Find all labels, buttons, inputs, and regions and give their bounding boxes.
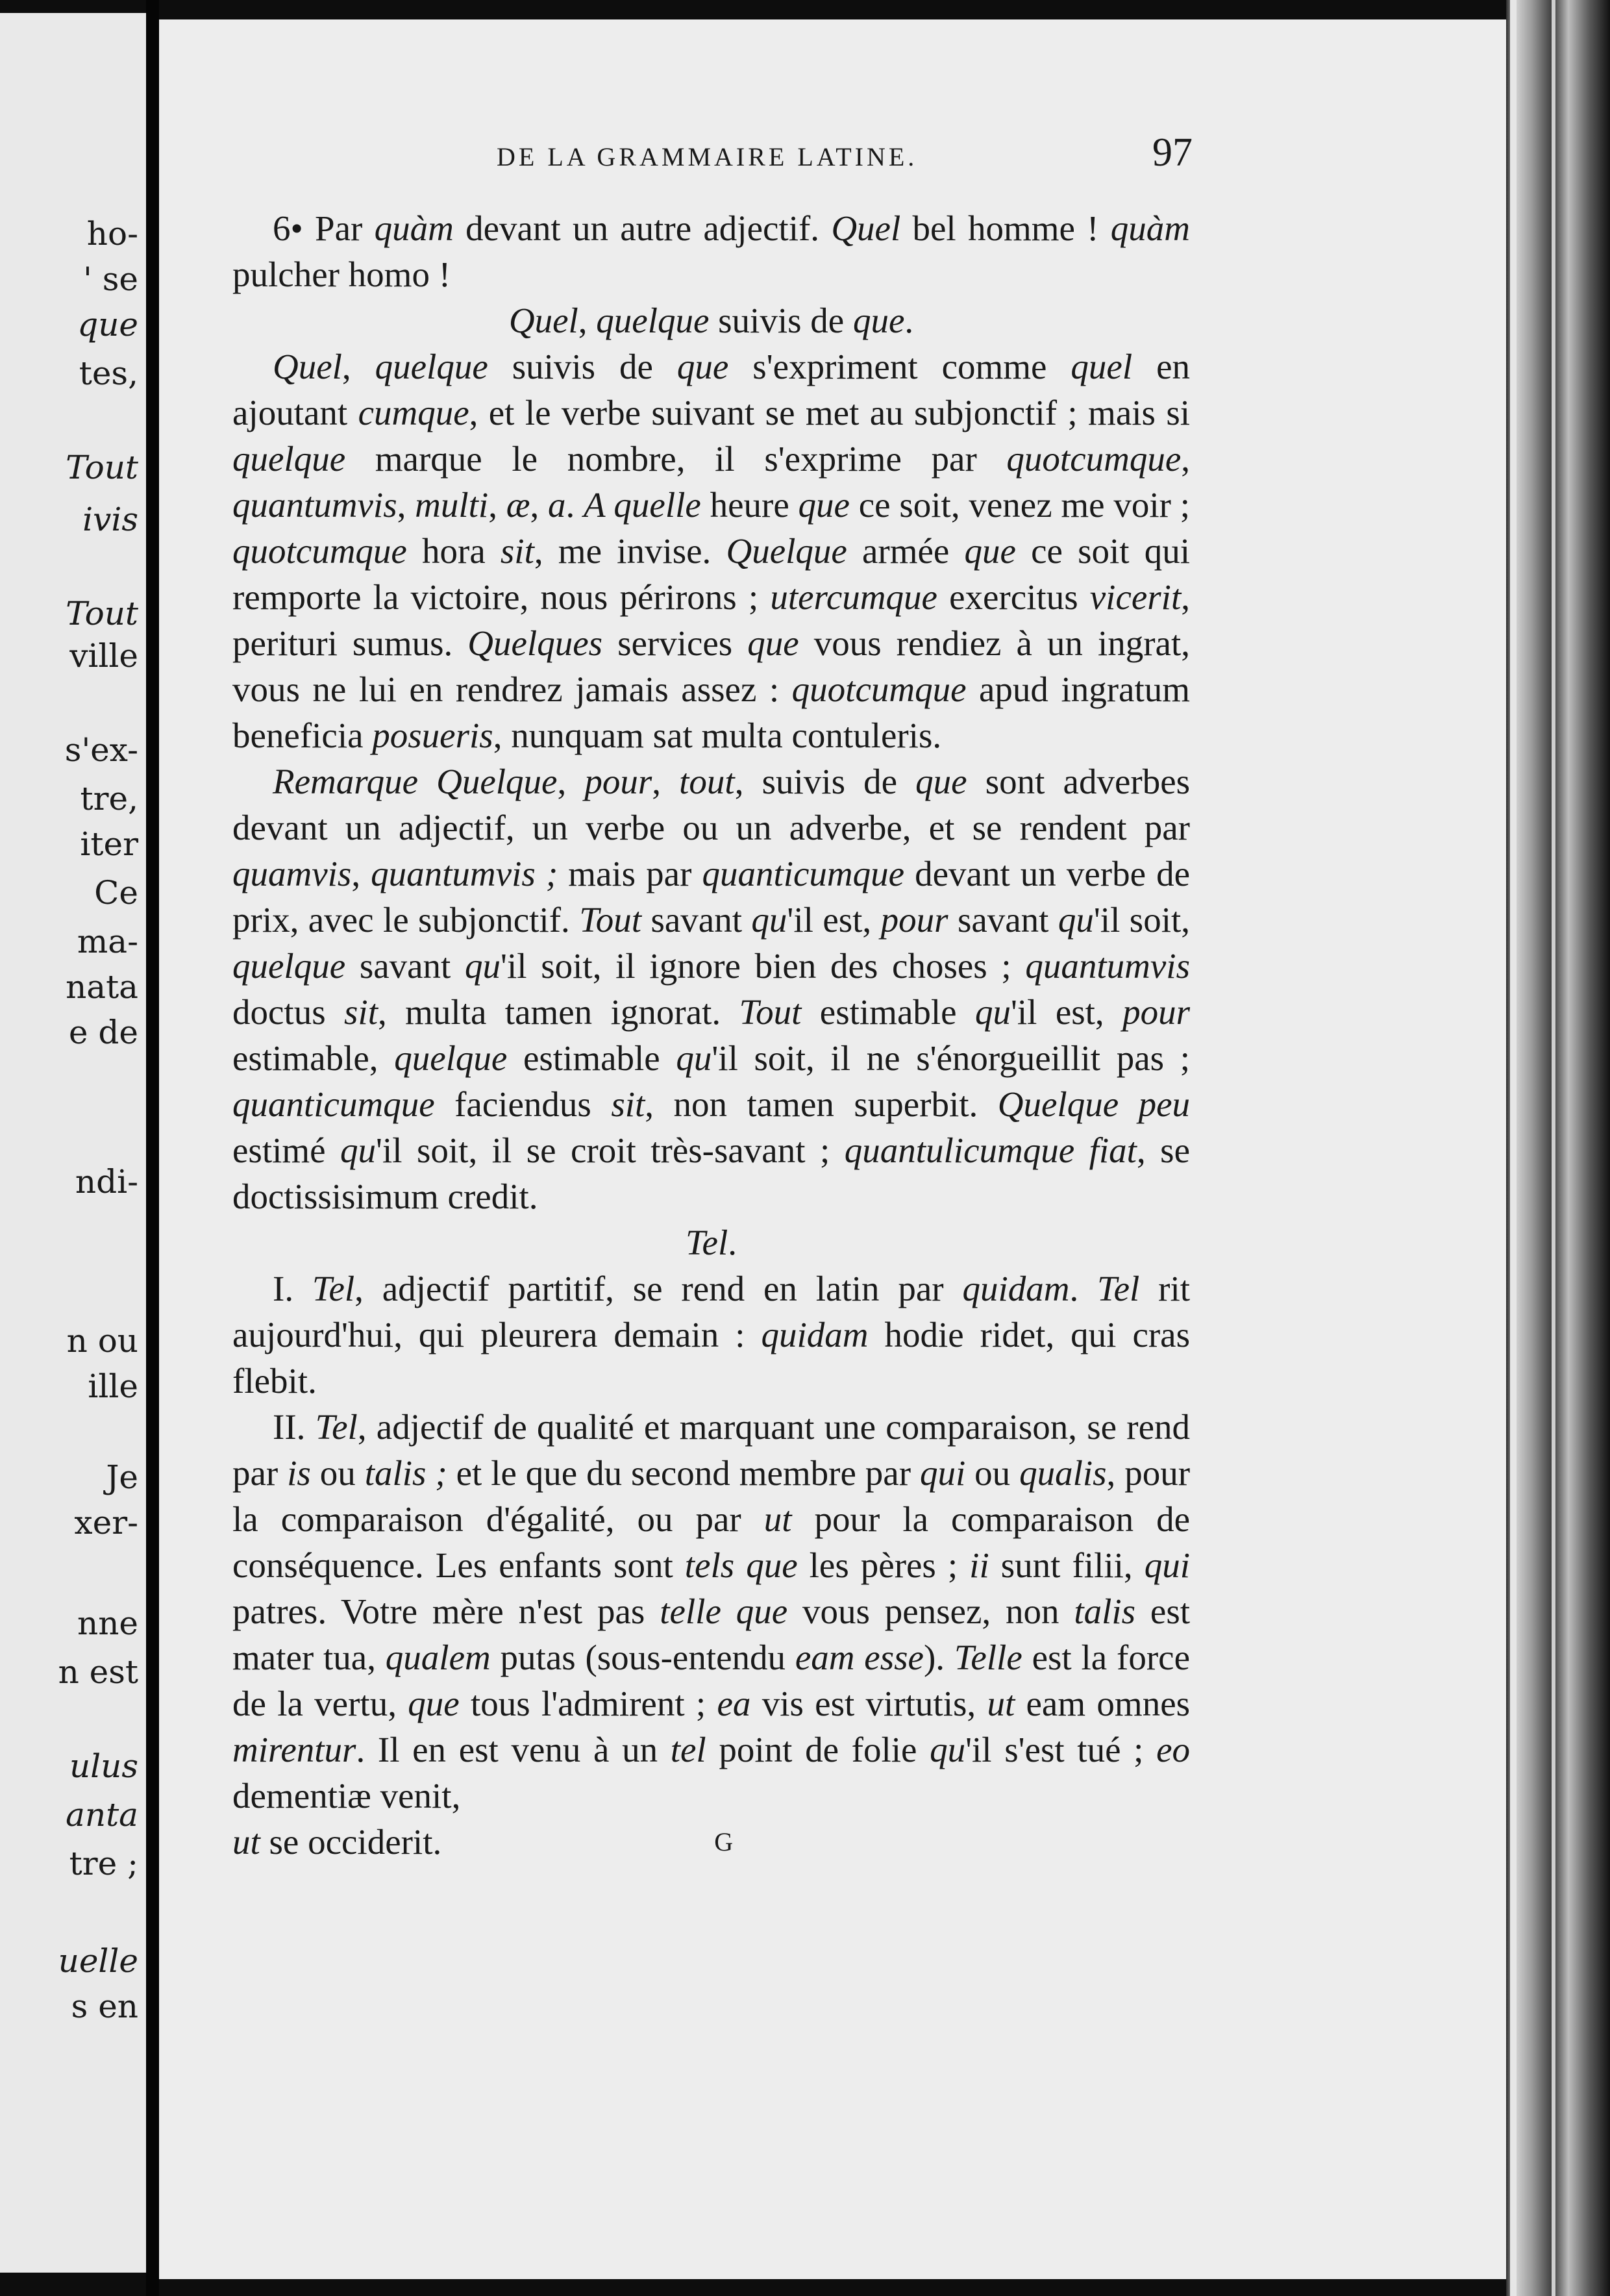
left-page-fragment-line: s'ex- <box>64 731 138 769</box>
left-page-fragment-line: que <box>77 306 138 343</box>
paragraph-tel-2: II. Tel, adjectif de qualité et marquant une comparaison, se rend par is ou talis ; et le que du second membre par qui ou qualis, pour la comparaison d'égalité, ou par ut pour la comparaison de conséquence. Les enfants sont tels que les pères ; ii sunt filii, qui patres. Votre mère n'est pas telle que vous pensez, non talis est mater tua, qualem putas (sous-entendu eam esse). Telle est la force de la vertu, que tous l'admirent ; ea vis est virtutis, ut eam omnes mirentur. Il en est venu à un tel point de folie qu'il s'est tué ; eo dementiæ venit, <box>232 1407 1191 1816</box>
left-page-fragment-line: ma- <box>77 923 138 960</box>
page-number: 97 <box>1152 131 1193 175</box>
last-line-text: ut se occiderit. <box>232 1822 442 1862</box>
left-page-fragment-line: n est <box>58 1653 138 1691</box>
left-page-fragment <box>0 13 146 2273</box>
left-page-fragment-line: ille <box>88 1367 138 1405</box>
left-page-fragment-line: Tout <box>66 449 138 486</box>
left-page-fragment-line: iter <box>80 825 138 863</box>
left-page-fragment-line: s en <box>71 1988 138 2025</box>
last-line <box>232 1819 1190 1865</box>
left-page-fragment-line: ndi- <box>75 1163 138 1201</box>
paragraph-quel: Quel, quelque suivis de que s'expriment comme quel en ajoutant cumque, et le verbe suivant se met au subjonctif ; mais si quelque marque le nombre, il s'exprime par quotcumque, quantumvis, multi, æ, a. A quelle heure que ce soit, venez me voir ; quotcumque hora sit, me invise. Quelque armée que ce soit qui remporte la victoire, nous périrons ; utercumque exercitus vicerit, perituri sumus. Quelques services que vous rendiez à un ingrat, vous ne lui en rendrez jamais assez : quotcumque apud ingratum beneficia posueris, nunquam sat multa contuleris. <box>232 347 1191 755</box>
left-page-fragment-line: anta <box>66 1796 138 1834</box>
left-page-fragment-line: ' se <box>83 260 138 298</box>
paragraph-remarque: Remarque Quelque, pour, tout, suivis de que sont adverbes devant un adjectif, un verbe ou un adverbe, et se rendent par quamvis, quantumvis ; mais par quanticumque devant un verbe de prix, avec le subjonctif. Tout savant qu'il est, pour savant qu'il soit, quelque savant qu'il soit, il ignore bien des choses ; quantumvis doctus sit, multa tamen ignorat. Tout estimable qu'il est, pour estimable, quelque estimable qu'il soit, il ne s'énorgueillit pas ; quanticumque faciendus sit, non tamen superbit. Quelque peu estimé qu'il soit, il se croit très-savant ; quantulicumque fiat, se doctissisimum credit. <box>232 762 1191 1216</box>
signature-mark: G <box>714 1827 734 1856</box>
left-page-fragment-line: ville <box>69 637 138 675</box>
left-page-fragment-line: uelle <box>58 1942 138 1980</box>
book-gutter <box>146 0 159 2296</box>
left-page-fragment-line: Je <box>106 1458 138 1496</box>
left-page-fragment-line: n ou <box>66 1322 138 1360</box>
left-page-fragment-line: e de <box>68 1014 138 1051</box>
left-page-fragment-line: nata <box>66 968 138 1006</box>
paragraph-6: 6• Par quàm devant un autre adjectif. Quel bel homme ! quàm pulcher homo ! <box>232 208 1190 294</box>
left-page-fragment-line: tre ; <box>69 1845 138 1882</box>
body-text <box>232 205 1190 1865</box>
left-page-fragment-line: Ce <box>94 874 138 912</box>
running-head: DE LA GRAMMAIRE LATINE. <box>497 142 918 171</box>
left-page-fragment-line: xer- <box>74 1504 138 1541</box>
left-page-fragment-line: tre, <box>80 780 138 817</box>
left-page-fragment-line: ivis <box>82 501 138 538</box>
left-page-fragment-line: ulus <box>69 1747 138 1785</box>
left-page-fragment-line: ho- <box>86 215 138 253</box>
left-page-fragment-line: nne <box>77 1604 138 1642</box>
book-fore-edge <box>1506 0 1610 2296</box>
section-heading-quel: Quel, quelque suivis de que. <box>508 301 914 340</box>
left-page-fragment-line: Tout <box>66 595 138 632</box>
left-page-fragment-line: tes, <box>79 355 138 392</box>
section-heading-tel: Tel. <box>686 1223 737 1262</box>
paragraph-tel-1: I. Tel, adjectif partitif, se rend en latin par quidam. Tel rit aujourd'hui, qui pleurera demain : quidam hodie ridet, qui cras flebit. <box>232 1269 1191 1401</box>
